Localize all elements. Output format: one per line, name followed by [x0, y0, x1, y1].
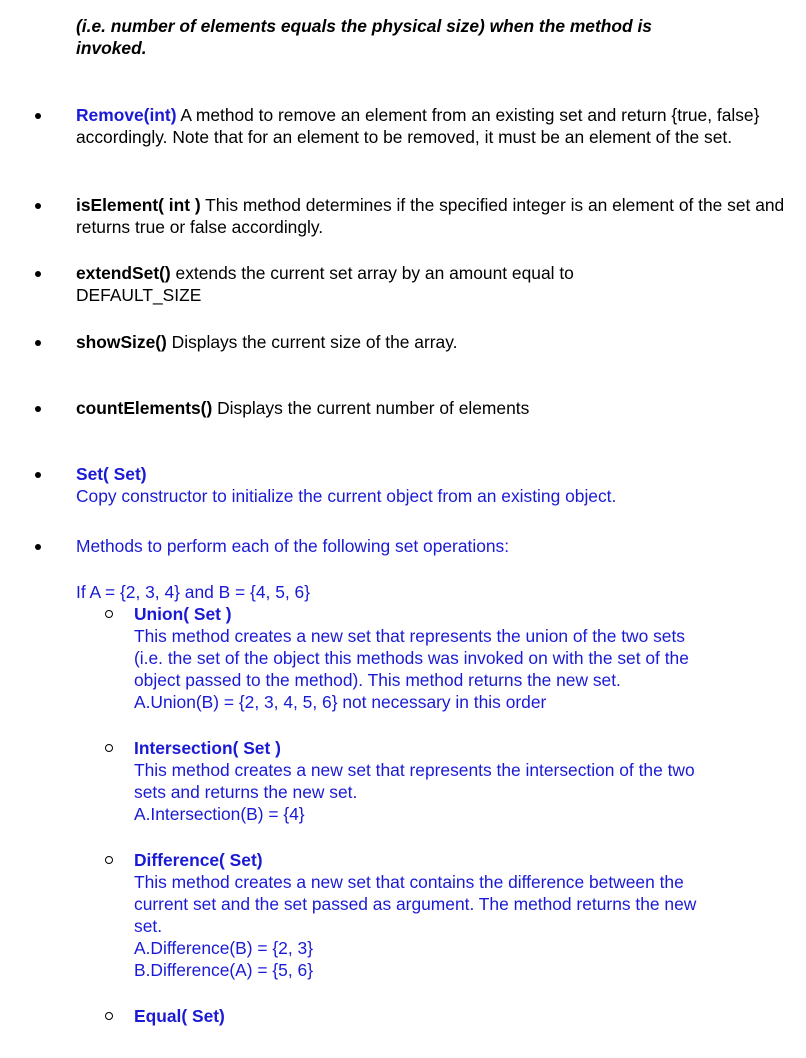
- method-item-countelements: [76, 397, 786, 419]
- method-description: Displays the current number of elements: [212, 398, 530, 418]
- circle-bullet-icon: [105, 1012, 113, 1020]
- method-item-showsize: [76, 331, 786, 353]
- bullet-icon: [35, 113, 41, 119]
- method-item-copy-constructor: [76, 463, 786, 507]
- method-item-extendset: [76, 262, 676, 306]
- operation-name: Union( Set ): [134, 604, 232, 624]
- method-description: This method determines if the specified integer is an element of the set and returns true or false accordingly.: [76, 195, 785, 237]
- operation-line: This method creates a new set that contains the difference between the: [134, 872, 684, 892]
- operation-line: set.: [134, 916, 163, 936]
- operation-union: [134, 603, 784, 713]
- operation-line: B.Difference(A) = {5, 6}: [134, 960, 314, 980]
- bullet-icon: [35, 544, 41, 550]
- circle-bullet-icon: [105, 610, 113, 618]
- operation-line: A.Intersection(B) = {4}: [134, 804, 305, 824]
- operation-name: Equal( Set): [134, 1006, 225, 1026]
- operation-line: A.Difference(B) = {2, 3}: [134, 938, 314, 958]
- operation-line: sets and returns the new set.: [134, 782, 358, 802]
- operation-name: Difference( Set): [134, 850, 263, 870]
- set-operations-heading: [76, 535, 786, 557]
- method-description: Copy constructor to initialize the current object from an existing object.: [76, 486, 617, 506]
- method-description: Displays the current size of the array.: [166, 332, 458, 352]
- example-text: If A = {2, 3, 4} and B = {4, 5, 6}: [76, 582, 311, 602]
- example-sets: [76, 581, 310, 603]
- bullet-icon: [35, 203, 41, 209]
- circle-bullet-icon: [105, 856, 113, 864]
- method-name: showSize(): [76, 332, 167, 352]
- method-name: Set( Set): [76, 464, 147, 484]
- operation-line: (i.e. the set of the object this methods was invoked on with the set of the: [134, 648, 689, 668]
- method-name: isElement( int ): [76, 195, 201, 215]
- intro-text: [76, 15, 776, 59]
- intro-line: (i.e. number of elements equals the physical size) when the method is: [76, 16, 652, 36]
- method-description: A method to remove an element from an existing set and return {true, false} accordingly. Note that for an element to be removed, it must be an element of the set.: [76, 105, 760, 147]
- bullet-icon: [35, 406, 41, 412]
- bullet-icon: [35, 271, 41, 277]
- operation-intersection: [134, 737, 784, 825]
- bullet-icon: [35, 472, 41, 478]
- method-name: countElements(): [76, 398, 213, 418]
- operation-line: A.Union(B) = {2, 3, 4, 5, 6} not necessary in this order: [134, 692, 547, 712]
- method-description: extends the current set array by an amount equal to DEFAULT_SIZE: [76, 263, 574, 305]
- method-item-remove: [76, 104, 786, 148]
- method-name: Remove(int): [76, 105, 177, 125]
- method-name: extendSet(): [76, 263, 171, 283]
- operation-line: This method creates a new set that represents the union of the two sets: [134, 626, 686, 646]
- operation-line: object passed to the method). This method returns the new set.: [134, 670, 621, 690]
- heading-text: Methods to perform each of the following set operations:: [76, 536, 510, 556]
- circle-bullet-icon: [105, 744, 113, 752]
- operation-difference: [134, 849, 784, 981]
- operation-name: Intersection( Set ): [134, 738, 281, 758]
- operation-line: current set and the set passed as argument. The method returns the new: [134, 894, 697, 914]
- intro-line: invoked.: [76, 38, 147, 58]
- method-item-iselement: [76, 194, 786, 238]
- operation-equal: [134, 1005, 784, 1027]
- bullet-icon: [35, 340, 41, 346]
- operation-line: This method creates a new set that represents the intersection of the two: [134, 760, 695, 780]
